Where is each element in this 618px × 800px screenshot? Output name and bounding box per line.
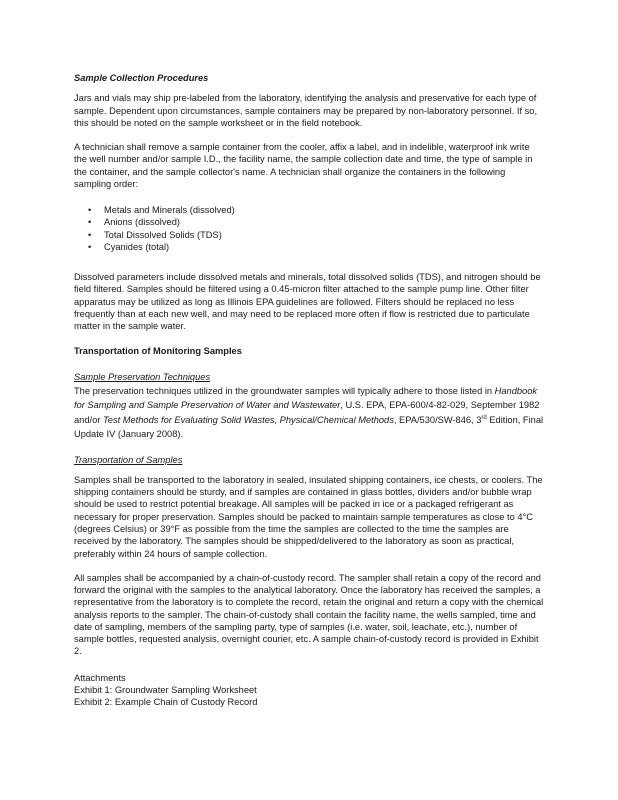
list-item: • Total Dissolved Solids (TDS) xyxy=(104,229,544,241)
paragraph-technician: A technician shall remove a sample container from the cooler, affix a label, and in indelible, waterproof ink write the well number and/or sample I.D., the facility name, the sample collection date and time, the type of sample in the container, and the sample collector's name. A technician shall organize the containers in the following sampling order: xyxy=(74,142,533,189)
attachment-item: Exhibit 2: Example Chain of Custody Record xyxy=(74,696,258,707)
list-item: • Cyanides (total) xyxy=(104,241,544,253)
preservation-text-d: Edition, Final Update IV (January 2008). xyxy=(74,414,544,440)
collection-heading: Sample Collection Procedures xyxy=(74,73,209,83)
paragraph-filtering: Dissolved parameters include dissolved metals and minerals, total dissolved solids (TDS), and nitrogen should be field filtered. Samples should be filtered using a 0.45-micron filter attached to the sample pump line. Other filter apparatus may be utilized as long as Illinois EPA guidelines are followed. Filters should be replaced no less frequently than at each new well, and may need to be replaced more often if flow is restricted due to particulate matter in the sample water. xyxy=(74,272,541,332)
sampling-order-list xyxy=(74,204,544,253)
attachments-block xyxy=(74,672,544,708)
handbook-reference: Handbook for Sampling and Sample Preservation of Water and Wastewater xyxy=(74,386,538,411)
preservation-text-c: , EPA/530/SW-846, 3 xyxy=(393,414,482,425)
paragraph-preservation xyxy=(74,384,544,442)
list-item: • Metals and Minerals (dissolved) xyxy=(104,204,544,216)
attachment-item: Exhibit 1: Groundwater Sampling Worksheet xyxy=(74,684,257,695)
edition-superscript: rd xyxy=(481,414,487,421)
paragraph-chain-of-custody: All samples shall be accompanied by a chain-of-custody record. The sampler shall retain a copy of the record and forward the original with the samples to the analytical laboratory. Once the laboratory has received the samples, a representative from the laboratory is to complete the record, retain the original and return a copy with the chemical analysis reports to the sampler. The chain-of-custody shall contain the facility name, the wells sampled, time and date of sampling, members of the sampling party, type of samples (i.e. water, soil, leachate, etc.), number of sample bottles, requested analysis, overnight courier, etc. A sample chain-of-custody record is provided in Exhibit 2. xyxy=(74,572,544,657)
list-item: • Anions (dissolved) xyxy=(104,216,544,228)
attachments-heading: Attachments xyxy=(74,672,126,683)
preservation-text-b: , U.S. EPA, EPA-600/4-82-029, September 1982 and/or xyxy=(74,400,540,425)
preservation-subheading: Sample Preservation Techniques xyxy=(74,371,211,382)
transport-samples-subheading: Transportation of Samples xyxy=(74,454,183,465)
test-methods-reference: Test Methods for Evaluating Solid Wastes, Physical/Chemical Methods xyxy=(102,414,394,425)
paragraph-shipping: Samples shall be transported to the laboratory in sealed, insulated shipping containers, ice chests, or coolers. The shipping containers should be sturdy, and if samples are contained in glass bottles, dividers and/or bubble wrap should be used to restrict potential breakage. All samples will be packed in ice or a packaged refrigerant as necessary for proper preservation. Samples should be packed to maintain sample temperatures as close to 4°C (degrees Celsius) or 39°F as possible from the time the samples are collected to the time the samples are received by the laboratory. The samples should be shipped/delivered to the laboratory as soon as practical, preferably within 24 hours of sample collection. xyxy=(74,474,543,559)
preservation-text-a: The preservation techniques utilized in the groundwater samples will typically adhere to those listed in xyxy=(74,386,495,397)
document-body xyxy=(74,72,544,708)
paragraph-prelabeled: Jars and vials may ship pre-labeled from the laboratory, identifying the analysis and preservative for each type of sample. Dependent upon circumstances, sample containers may be prepared by non-laboratory personnel. If so, this should be noted on the sample worksheet or in the field notebook. xyxy=(74,93,538,128)
transportation-heading: Transportation of Monitoring Samples xyxy=(74,345,242,356)
